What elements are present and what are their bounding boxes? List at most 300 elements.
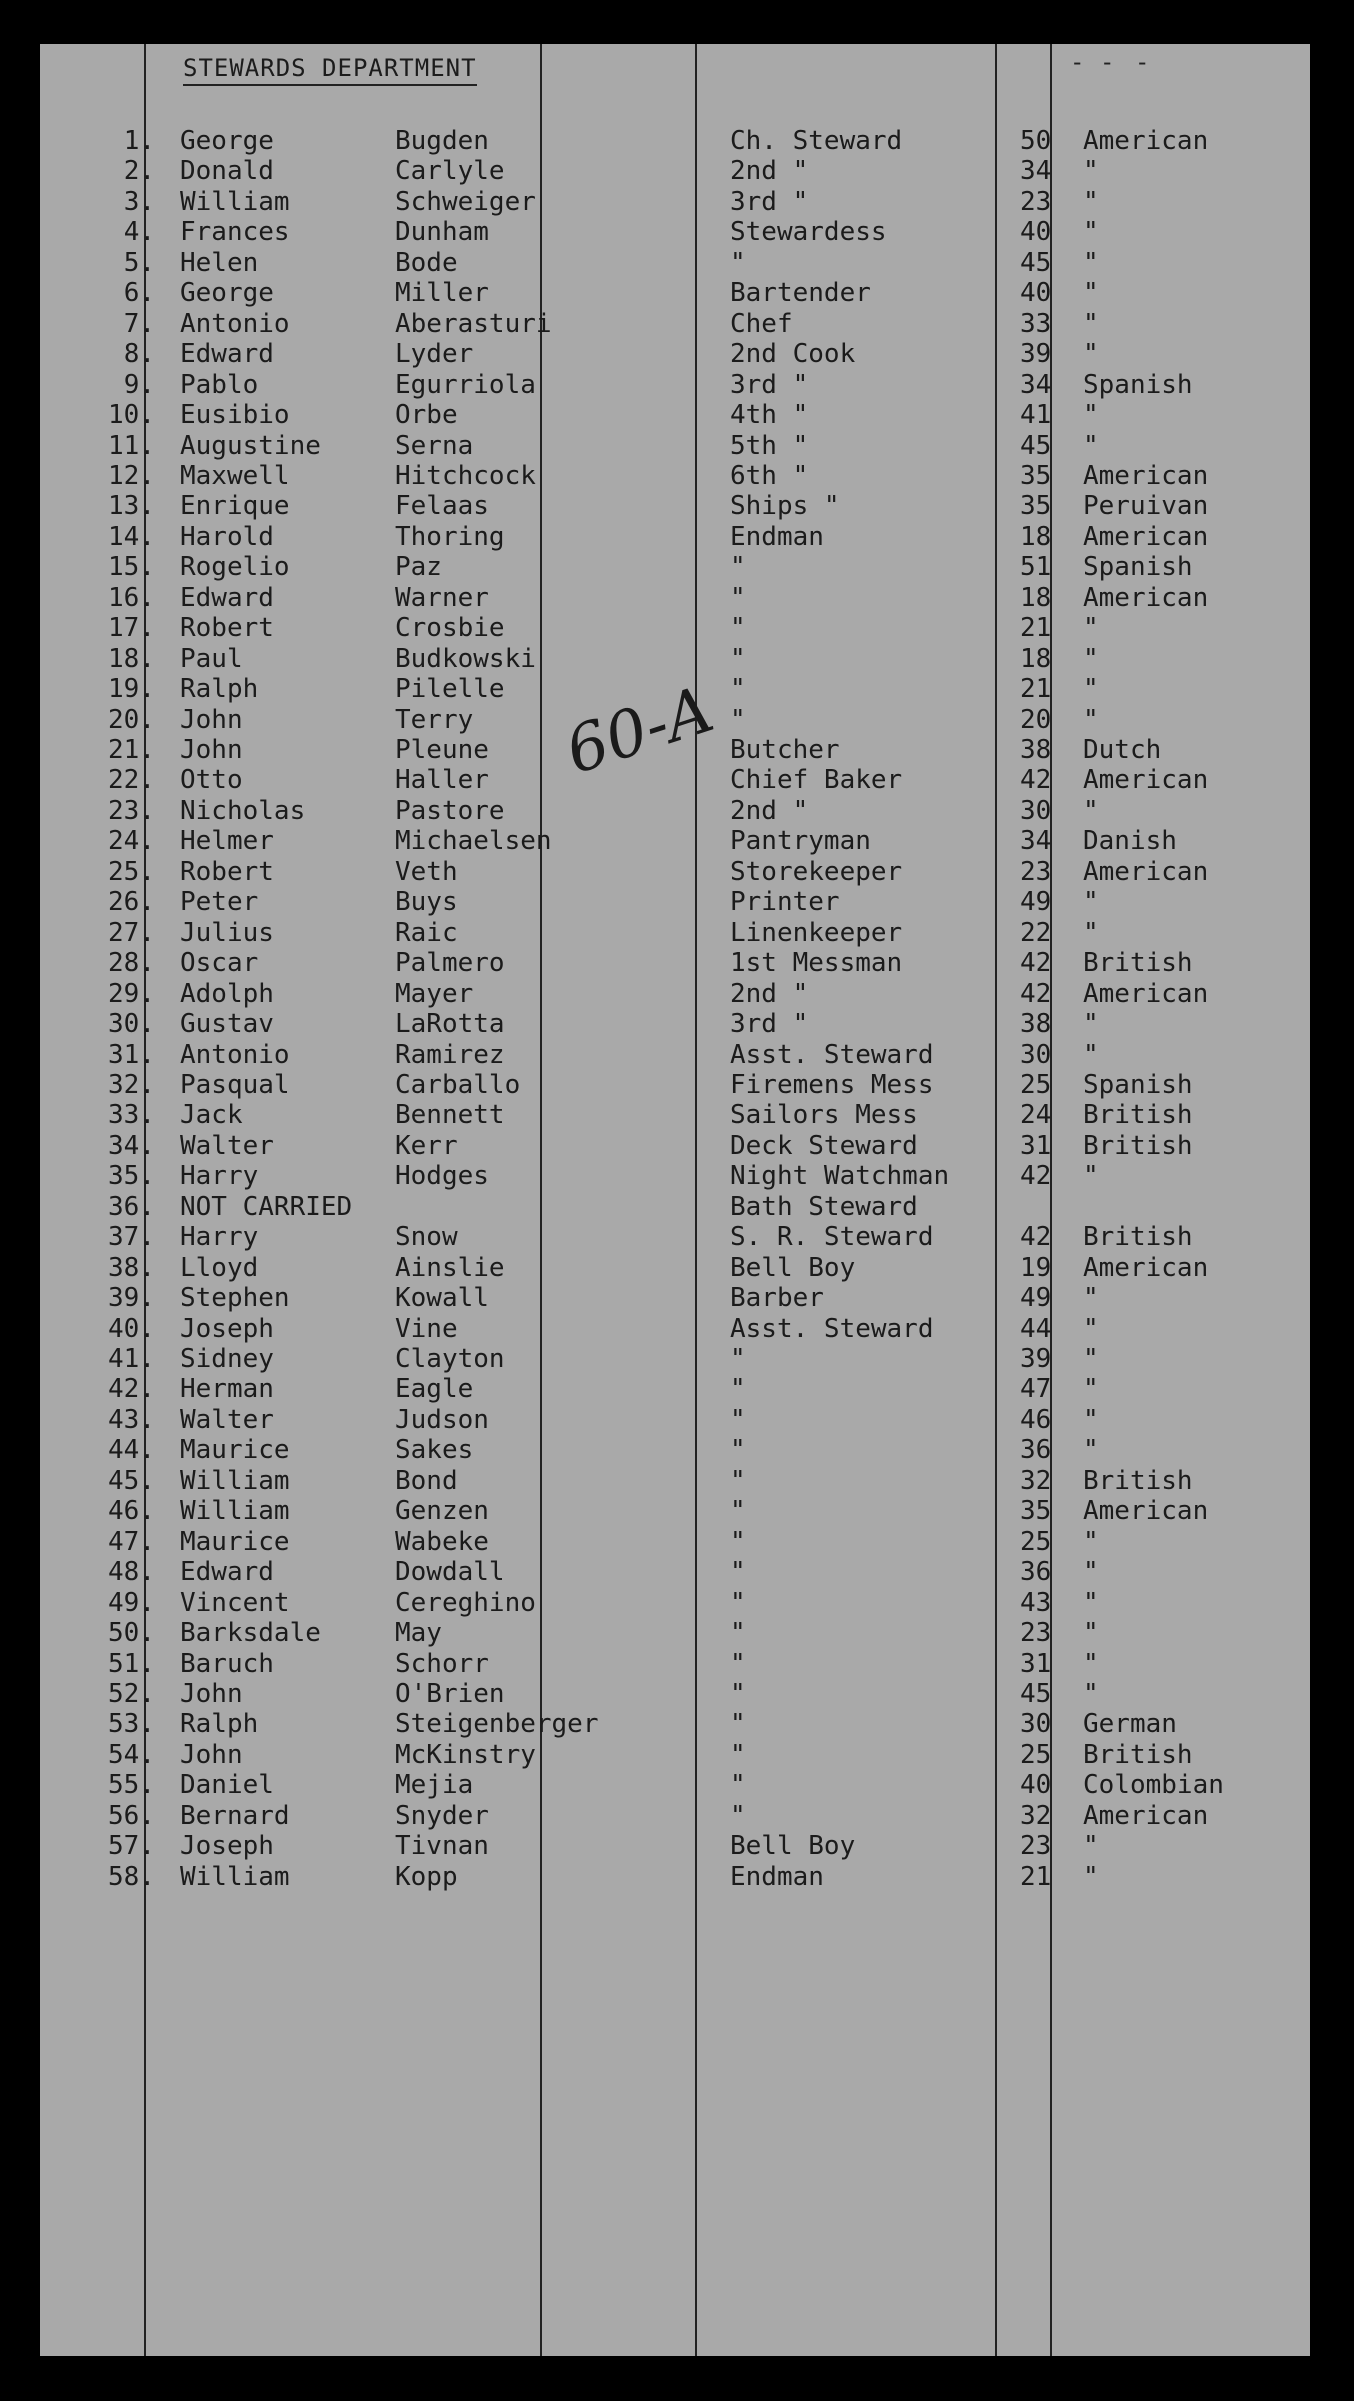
crew-number: 45.: [108, 1466, 155, 1496]
crew-position: 2nd ": [730, 796, 809, 826]
crew-age: 50: [1020, 126, 1052, 156]
crew-first-name: Helmer: [180, 826, 274, 856]
crew-last-name: Schorr: [395, 1649, 489, 1679]
crew-last-name: Mayer: [395, 979, 474, 1009]
crew-last-name: Tivnan: [395, 1831, 489, 1861]
crew-position: ": [730, 1588, 746, 1618]
crew-row: [40, 278, 1310, 308]
crew-row: [40, 644, 1310, 674]
crew-position: Deck Steward: [730, 1131, 918, 1161]
crew-number: 12.: [108, 461, 155, 491]
crew-number: 50.: [108, 1618, 155, 1648]
crew-number: 3.: [123, 187, 155, 217]
crew-row: [40, 461, 1310, 491]
crew-number: 49.: [108, 1588, 155, 1618]
crew-number: 9.: [123, 370, 155, 400]
crew-first-name: Ralph: [180, 674, 259, 704]
crew-number: 38.: [108, 1253, 155, 1283]
crew-nationality: British: [1083, 1100, 1193, 1130]
crew-age: 18: [1020, 644, 1052, 674]
crew-position: Asst. Steward: [730, 1314, 934, 1344]
crew-row: [40, 1314, 1310, 1344]
crew-age: 34: [1020, 370, 1052, 400]
crew-position: 6th ": [730, 461, 809, 491]
crew-last-name: Bond: [395, 1466, 458, 1496]
crew-age: 33: [1020, 309, 1052, 339]
crew-row: [40, 370, 1310, 400]
crew-nationality: ": [1083, 217, 1099, 247]
crew-row: [40, 1131, 1310, 1161]
crew-row: [40, 217, 1310, 247]
crew-last-name: Wabeke: [395, 1527, 489, 1557]
crew-number: 25.: [108, 857, 155, 887]
crew-number: 5.: [123, 248, 155, 278]
crew-age: 32: [1020, 1801, 1052, 1831]
crew-number: 24.: [108, 826, 155, 856]
crew-nationality: ": [1083, 1374, 1099, 1404]
crew-last-name: McKinstry: [395, 1740, 536, 1770]
crew-number: 19.: [108, 674, 155, 704]
crew-position: ": [730, 644, 746, 674]
top-mark: -: [1070, 48, 1085, 76]
crew-age: 41: [1020, 400, 1052, 430]
crew-number: 35.: [108, 1161, 155, 1191]
crew-number: 46.: [108, 1496, 155, 1526]
crew-first-name: William: [180, 1862, 290, 1892]
crew-last-name: Clayton: [395, 1344, 505, 1374]
crew-row: [40, 156, 1310, 186]
crew-last-name: Hitchcock: [395, 461, 536, 491]
crew-row: [40, 339, 1310, 369]
crew-nationality: Spanish: [1083, 1070, 1193, 1100]
crew-last-name: Egurriola: [395, 370, 536, 400]
crew-nationality: ": [1083, 705, 1099, 735]
crew-row: [40, 1557, 1310, 1587]
crew-first-name: Maurice: [180, 1435, 290, 1465]
crew-last-name: Dunham: [395, 217, 489, 247]
crew-position: ": [730, 1801, 746, 1831]
handwritten-annotation: 60-A: [557, 672, 723, 790]
crew-number: 23.: [108, 796, 155, 826]
crew-number: 18.: [108, 644, 155, 674]
crew-first-name: Julius: [180, 918, 274, 948]
crew-row: [40, 1283, 1310, 1313]
crew-nationality: ": [1083, 1040, 1099, 1070]
crew-last-name: Schweiger: [395, 187, 536, 217]
crew-row: [40, 1040, 1310, 1070]
crew-first-name: Harry: [180, 1161, 259, 1191]
crew-age: 25: [1020, 1070, 1052, 1100]
crew-first-name: Augustine: [180, 431, 321, 461]
crew-age: 38: [1020, 735, 1052, 765]
crew-last-name: Hodges: [395, 1161, 489, 1191]
crew-row: [40, 948, 1310, 978]
crew-position: Ch. Steward: [730, 126, 903, 156]
crew-age: 30: [1020, 796, 1052, 826]
crew-first-name: Stephen: [180, 1283, 290, 1313]
crew-nationality: American: [1083, 1496, 1209, 1526]
crew-age: 34: [1020, 156, 1052, 186]
crew-first-name: John: [180, 735, 243, 765]
crew-row: [40, 826, 1310, 856]
crew-nationality: ": [1083, 431, 1099, 461]
crew-first-name: Baruch: [180, 1649, 274, 1679]
crew-nationality: ": [1083, 613, 1099, 643]
crew-row: [40, 400, 1310, 430]
crew-age: 18: [1020, 522, 1052, 552]
crew-first-name: Pablo: [180, 370, 259, 400]
crew-nationality: ": [1083, 1405, 1099, 1435]
crew-row: [40, 796, 1310, 826]
crew-last-name: Michaelsen: [395, 826, 552, 856]
crew-first-name: Sidney: [180, 1344, 274, 1374]
crew-first-name: Edward: [180, 339, 274, 369]
crew-number: 17.: [108, 613, 155, 643]
crew-first-name: Pasqual: [180, 1070, 290, 1100]
crew-last-name: Bode: [395, 248, 458, 278]
crew-age: 30: [1020, 1040, 1052, 1070]
crew-nationality: British: [1083, 1466, 1193, 1496]
crew-first-name: Adolph: [180, 979, 274, 1009]
crew-nationality: American: [1083, 583, 1209, 613]
crew-number: 22.: [108, 765, 155, 795]
crew-last-name: Eagle: [395, 1374, 474, 1404]
crew-last-name: Haller: [395, 765, 489, 795]
crew-position: 2nd ": [730, 979, 809, 1009]
crew-age: 44: [1020, 1314, 1052, 1344]
crew-nationality: ": [1083, 1344, 1099, 1374]
crew-last-name: Carballo: [395, 1070, 521, 1100]
crew-last-name: Ainslie: [395, 1253, 505, 1283]
crew-position: 5th ": [730, 431, 809, 461]
crew-number: 52.: [108, 1679, 155, 1709]
crew-row: [40, 1100, 1310, 1130]
crew-nationality: ": [1083, 918, 1099, 948]
crew-row: [40, 1801, 1310, 1831]
crew-position: ": [730, 674, 746, 704]
crew-first-name: William: [180, 1496, 290, 1526]
crew-last-name: Carlyle: [395, 156, 505, 186]
crew-age: 23: [1020, 187, 1052, 217]
crew-nationality: ": [1083, 1435, 1099, 1465]
crew-first-name: William: [180, 187, 290, 217]
crew-nationality: ": [1083, 248, 1099, 278]
crew-position: ": [730, 1527, 746, 1557]
crew-position: ": [730, 1740, 746, 1770]
crew-first-name: Enrique: [180, 491, 290, 521]
crew-nationality: ": [1083, 644, 1099, 674]
crew-nationality: ": [1083, 1618, 1099, 1648]
crew-nationality: ": [1083, 1161, 1099, 1191]
crew-position: Endman: [730, 1862, 824, 1892]
crew-row: [40, 491, 1310, 521]
crew-position: ": [730, 1344, 746, 1374]
crew-number: 6.: [123, 278, 155, 308]
crew-row: [40, 1527, 1310, 1557]
crew-number: 55.: [108, 1770, 155, 1800]
crew-age: 35: [1020, 491, 1052, 521]
crew-number: 44.: [108, 1435, 155, 1465]
crew-nationality: ": [1083, 1557, 1099, 1587]
crew-age: 35: [1020, 1496, 1052, 1526]
crew-row: [40, 1862, 1310, 1892]
crew-row: [40, 187, 1310, 217]
crew-nationality: American: [1083, 126, 1209, 156]
crew-position: ": [730, 1374, 746, 1404]
crew-nationality: ": [1083, 796, 1099, 826]
crew-first-name: John: [180, 1679, 243, 1709]
crew-nationality: ": [1083, 278, 1099, 308]
crew-age: 34: [1020, 826, 1052, 856]
crew-first-name: Nicholas: [180, 796, 306, 826]
crew-nationality: American: [1083, 1801, 1209, 1831]
crew-first-name: George: [180, 278, 274, 308]
crew-position: ": [730, 1770, 746, 1800]
crew-number: 28.: [108, 948, 155, 978]
crew-age: 25: [1020, 1527, 1052, 1557]
crew-row: [40, 857, 1310, 887]
crew-first-name: Joseph: [180, 1314, 274, 1344]
crew-position: Chef: [730, 309, 793, 339]
crew-last-name: Pleune: [395, 735, 489, 765]
crew-last-name: Steigenberger: [395, 1709, 599, 1739]
crew-first-name: Peter: [180, 887, 259, 917]
crew-age: 39: [1020, 339, 1052, 369]
crew-number: 1.: [123, 126, 155, 156]
crew-row: [40, 979, 1310, 1009]
crew-last-name: Kowall: [395, 1283, 489, 1313]
crew-first-name: Herman: [180, 1374, 274, 1404]
crew-last-name: Felaas: [395, 491, 489, 521]
crew-position: Sailors Mess: [730, 1100, 918, 1130]
crew-row: [40, 674, 1310, 704]
crew-last-name: Aberasturi: [395, 309, 552, 339]
crew-number: 29.: [108, 979, 155, 1009]
crew-nationality: Peruivan: [1083, 491, 1209, 521]
crew-first-name: Oscar: [180, 948, 259, 978]
crew-nationality: Colombian: [1083, 1770, 1224, 1800]
crew-position: 1st Messman: [730, 948, 903, 978]
crew-nationality: British: [1083, 948, 1193, 978]
crew-number: 36.: [108, 1192, 155, 1222]
crew-nationality: ": [1083, 1588, 1099, 1618]
crew-position: Bell Boy: [730, 1253, 856, 1283]
crew-number: 41.: [108, 1344, 155, 1374]
crew-row: [40, 1405, 1310, 1435]
crew-row: [40, 1709, 1310, 1739]
crew-nationality: Dutch: [1083, 735, 1162, 765]
crew-position: 2nd Cook: [730, 339, 856, 369]
crew-number: 48.: [108, 1557, 155, 1587]
crew-nationality: American: [1083, 857, 1209, 887]
crew-number: 31.: [108, 1040, 155, 1070]
crew-position: Asst. Steward: [730, 1040, 934, 1070]
crew-number: 37.: [108, 1222, 155, 1252]
crew-position: Storekeeper: [730, 857, 903, 887]
crew-position: 3rd ": [730, 370, 809, 400]
crew-row: [40, 1466, 1310, 1496]
top-mark: -: [1100, 48, 1115, 76]
crew-nationality: Danish: [1083, 826, 1177, 856]
crew-nationality: ": [1083, 187, 1099, 217]
crew-number: 47.: [108, 1527, 155, 1557]
crew-age: 31: [1020, 1649, 1052, 1679]
crew-nationality: British: [1083, 1131, 1193, 1161]
crew-last-name: Raic: [395, 918, 458, 948]
crew-first-name: Donald: [180, 156, 274, 186]
crew-row: [40, 1435, 1310, 1465]
crew-number: 40.: [108, 1314, 155, 1344]
crew-last-name: Kopp: [395, 1862, 458, 1892]
crew-first-name: Antonio: [180, 309, 290, 339]
crew-position: Stewardess: [730, 217, 887, 247]
crew-position: S. R. Steward: [730, 1222, 934, 1252]
crew-first-name: Otto: [180, 765, 243, 795]
crew-position: Chief Baker: [730, 765, 903, 795]
crew-last-name: Orbe: [395, 400, 458, 430]
crew-row: [40, 613, 1310, 643]
crew-last-name: Genzen: [395, 1496, 489, 1526]
crew-last-name: Vine: [395, 1314, 458, 1344]
crew-position: 4th ": [730, 400, 809, 430]
crew-age: 42: [1020, 1222, 1052, 1252]
crew-position: Printer: [730, 887, 840, 917]
crew-row: [40, 1374, 1310, 1404]
crew-nationality: American: [1083, 765, 1209, 795]
crew-row: [40, 1618, 1310, 1648]
crew-first-name: Harold: [180, 522, 274, 552]
crew-row: [40, 1740, 1310, 1770]
crew-row: [40, 1496, 1310, 1526]
crew-first-name: John: [180, 1740, 243, 1770]
crew-number: 2.: [123, 156, 155, 186]
crew-age: 20: [1020, 705, 1052, 735]
crew-row: [40, 1161, 1310, 1191]
crew-last-name: Buys: [395, 887, 458, 917]
crew-age: 35: [1020, 461, 1052, 491]
crew-age: 42: [1020, 1161, 1052, 1191]
crew-number: 43.: [108, 1405, 155, 1435]
crew-first-name: Maurice: [180, 1527, 290, 1557]
crew-position: Linenkeeper: [730, 918, 903, 948]
crew-position: ": [730, 613, 746, 643]
crew-first-name: Edward: [180, 1557, 274, 1587]
crew-age: 23: [1020, 857, 1052, 887]
crew-first-name: Barksdale: [180, 1618, 321, 1648]
crew-number: 15.: [108, 552, 155, 582]
crew-first-name: Frances: [180, 217, 290, 247]
crew-nationality: ": [1083, 1831, 1099, 1861]
crew-number: 27.: [108, 918, 155, 948]
crew-first-name: Robert: [180, 857, 274, 887]
crew-row: [40, 1831, 1310, 1861]
crew-number: 33.: [108, 1100, 155, 1130]
crew-number: 4.: [123, 217, 155, 247]
crew-number: 16.: [108, 583, 155, 613]
crew-position: ": [730, 1466, 746, 1496]
crew-row: [40, 1253, 1310, 1283]
crew-position: ": [730, 248, 746, 278]
manifest-sheet: [40, 44, 1310, 2356]
crew-position: Barber: [730, 1283, 824, 1313]
crew-first-name: Maxwell: [180, 461, 290, 491]
crew-age: 25: [1020, 1740, 1052, 1770]
crew-nationality: ": [1083, 887, 1099, 917]
crew-position: Bell Boy: [730, 1831, 856, 1861]
crew-row: [40, 552, 1310, 582]
crew-first-name: Lloyd: [180, 1253, 259, 1283]
crew-row: [40, 735, 1310, 765]
crew-position: ": [730, 705, 746, 735]
crew-age: 42: [1020, 948, 1052, 978]
crew-last-name: Mejia: [395, 1770, 474, 1800]
crew-age: 49: [1020, 887, 1052, 917]
crew-first-name: Gustav: [180, 1009, 274, 1039]
crew-position: Bath Steward: [730, 1192, 918, 1222]
crew-last-name: Bennett: [395, 1100, 505, 1130]
crew-row: [40, 431, 1310, 461]
crew-first-name: William: [180, 1466, 290, 1496]
crew-first-name: NOT CARRIED: [180, 1192, 353, 1222]
crew-position: ": [730, 1496, 746, 1526]
crew-age: 19: [1020, 1253, 1052, 1283]
crew-number: 10.: [108, 400, 155, 430]
crew-row: [40, 522, 1310, 552]
crew-last-name: Snow: [395, 1222, 458, 1252]
crew-nationality: ": [1083, 1009, 1099, 1039]
crew-number: 39.: [108, 1283, 155, 1313]
crew-last-name: Warner: [395, 583, 489, 613]
crew-first-name: Antonio: [180, 1040, 290, 1070]
crew-number: 51.: [108, 1649, 155, 1679]
crew-nationality: ": [1083, 400, 1099, 430]
crew-position: Firemens Mess: [730, 1070, 934, 1100]
crew-last-name: Dowdall: [395, 1557, 505, 1587]
crew-first-name: Bernard: [180, 1801, 290, 1831]
crew-row: [40, 1070, 1310, 1100]
crew-age: 30: [1020, 1709, 1052, 1739]
crew-number: 54.: [108, 1740, 155, 1770]
crew-age: 42: [1020, 979, 1052, 1009]
crew-age: 45: [1020, 431, 1052, 461]
crew-nationality: British: [1083, 1740, 1193, 1770]
crew-nationality: British: [1083, 1222, 1193, 1252]
crew-first-name: Jack: [180, 1100, 243, 1130]
crew-nationality: German: [1083, 1709, 1177, 1739]
crew-row: [40, 887, 1310, 917]
crew-position: 3rd ": [730, 1009, 809, 1039]
crew-age: 43: [1020, 1588, 1052, 1618]
crew-last-name: LaRotta: [395, 1009, 505, 1039]
crew-nationality: ": [1083, 156, 1099, 186]
crew-position: ": [730, 1435, 746, 1465]
crew-nationality: ": [1083, 1679, 1099, 1709]
crew-row: [40, 705, 1310, 735]
crew-number: 8.: [123, 339, 155, 369]
crew-first-name: George: [180, 126, 274, 156]
crew-last-name: Kerr: [395, 1131, 458, 1161]
crew-first-name: Harry: [180, 1222, 259, 1252]
crew-nationality: Spanish: [1083, 552, 1193, 582]
crew-last-name: Sakes: [395, 1435, 474, 1465]
crew-last-name: Pilelle: [395, 674, 505, 704]
crew-number: 13.: [108, 491, 155, 521]
crew-row: [40, 1649, 1310, 1679]
crew-age: 42: [1020, 765, 1052, 795]
crew-position: Bartender: [730, 278, 871, 308]
crew-row: [40, 1344, 1310, 1374]
crew-first-name: Eusibio: [180, 400, 290, 430]
